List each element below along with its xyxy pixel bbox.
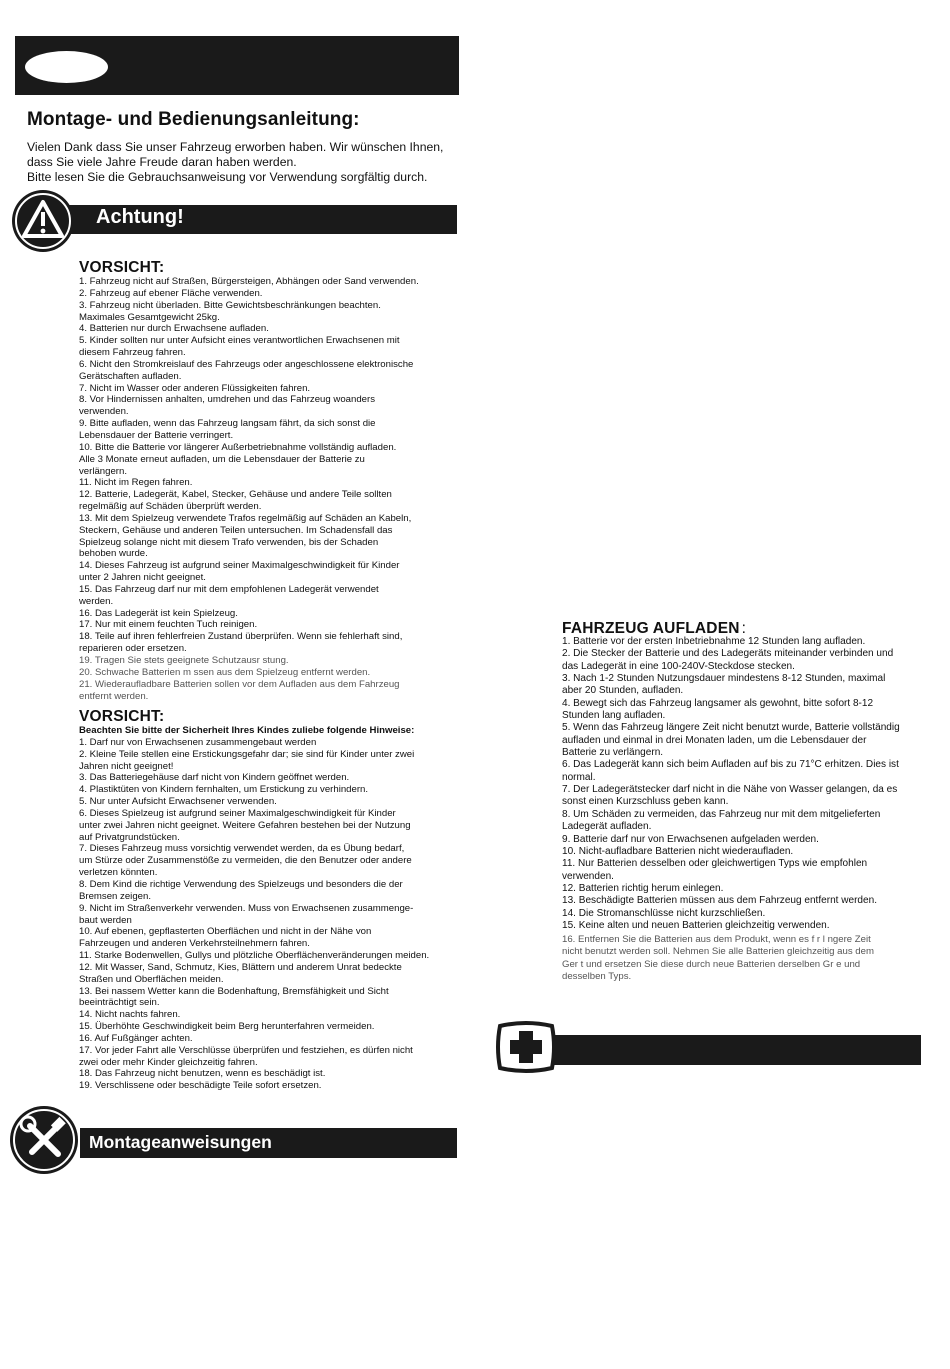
list-item: 1. Batterie vor der ersten Inbetriebnahme 12 Stunden lang aufladen. xyxy=(562,636,866,647)
vorsicht-list-2 xyxy=(79,725,464,1092)
list-item: 18. Das Fahrzeug nicht benutzen, wenn es beschädigt ist. xyxy=(79,1068,326,1080)
warning-icon xyxy=(12,190,74,252)
list-item: 13. Beschädigte Batterien müssen aus dem Fahrzeug entfernt werden. xyxy=(562,895,877,907)
list-item: 11. Starke Bodenwellen, Gullys und plötzliche Oberflächenveränderungen meiden. xyxy=(79,950,430,962)
list-item: 9. Nicht im Straßenverkehr verwenden. Muss von Erwachsenen zusammenge- baut werden xyxy=(79,902,414,926)
vorsicht-subtitle: Beachten Sie bitte der Sicherheit Ihres Kindes zuliebe folgende Hinweise: xyxy=(79,725,415,736)
aufladen-title: FAHRZEUG AUFLADEN xyxy=(562,620,740,637)
list-item: 7. Dieses Fahrzeug muss vorsichtig verwendet werden, da es Übung bedarf, um Stürze oder Zusammenstöße zu vermeiden, die den Benutzer oder andere verletzen könnten. xyxy=(79,843,412,879)
vorsicht-list xyxy=(79,276,464,702)
aufladen-list xyxy=(562,636,932,983)
intro-text xyxy=(27,140,467,185)
list-item: 20. Schwache Batterien m ssen aus dem Spielzeug entfernt werden. xyxy=(79,666,371,678)
list-item: 15. Überhöhte Geschwindigkeit beim Berg herunterfahren vermeiden. xyxy=(79,1021,375,1033)
list-item: 6. Dieses Spielzeug ist aufgrund seiner Maximalgeschwindigkeit für Kinder unter zwei Jahren nicht geeignet. Weitere Gefahren bestehen bei der Nutzung auf Privatgrundstücken. xyxy=(79,807,411,843)
list-item: 5. Wenn das Fahrzeug längere Zeit nicht benutzt wurde, Batterie vollständig aufladen und einmal in drei Monaten laden, um die Lebensdauer der Batterie zu verlängern. xyxy=(562,722,900,759)
intro-line: Vielen Dank dass Sie unser Fahrzeug erworben haben. Wir wünschen Ihnen, xyxy=(27,140,444,154)
list-item: 4. Batterien nur durch Erwachsene aufladen. xyxy=(79,323,269,335)
list-item: 3. Fahrzeug nicht überladen. Bitte Gewichtsbeschränkungen beachten. Maximales Gesamtgewicht 25kg. xyxy=(79,299,381,323)
list-item: 11. Nur Batterien desselben oder gleichwertigen Typs wie empfohlen verwenden. xyxy=(562,858,868,882)
list-item: 10. Auf ebenen, gepflasterten Oberflächen und nicht in der Nähe von Fahrzeugen und anderen Verkehrsteilnehmern fahren. xyxy=(79,926,372,950)
list-item: 21. Wiederaufladbare Batterien sollen vor dem Aufladen aus dem Fahrzeug entfernt werden. xyxy=(79,678,400,702)
list-item: 13. Bei nassem Wetter kann die Bodenhaftung, Bremsfähigkeit und Sicht beeinträchtigt sein. xyxy=(79,985,389,1009)
list-item: 1. Darf nur von Erwachsenen zusammengebaut werden xyxy=(79,736,317,748)
list-item: 4. Bewegt sich das Fahrzeug langsamer als gewohnt, bitte sofort 8-12 Stunden lang aufladen. xyxy=(562,697,874,722)
page-title: Montage- und Bedienungsanleitung: xyxy=(27,109,360,130)
list-item: 6. Nicht den Stromkreislauf des Fahrzeugs oder angeschlossene elektronische Gerätschaften aufladen. xyxy=(79,358,414,382)
vorsicht-title-2: VORSICHT: xyxy=(79,708,165,725)
list-item: 8. Dem Kind die richtige Verwendung des Spielzeugs und besonders die der Bremsen zeigen. xyxy=(79,878,403,902)
list-item: 12. Batterie, Ladegerät, Kabel, Stecker, Gehäuse und andere Teile sollten regelmäßig auf Schäden überprüft werden. xyxy=(79,489,392,513)
list-item: 10. Nicht-aufladbare Batterien nicht wiederaufladen. xyxy=(562,845,794,857)
list-item: 9. Bitte aufladen, wenn das Fahrzeug langsam fährt, da sich sonst die Lebensdauer der Batterie verringert. xyxy=(79,418,376,441)
list-item: 15. Das Fahrzeug darf nur mit dem empfohlenen Ladegerät verwendet werden. xyxy=(79,583,379,607)
list-item: 18. Teile auf ihren fehlerfreien Zustand überprüfen. Wenn sie fehlerhaft sind, reparieren oder ersetzen. xyxy=(79,631,403,655)
aufladen-colon: : xyxy=(741,620,747,637)
intro-line: Bitte lesen Sie die Gebrauchsanweisung vor Verwendung sorgfältig durch. xyxy=(27,170,428,184)
list-item: 2. Die Stecker der Batterie und des Ladegeräts miteinander verbinden und das Ladegerät in eine 100-240V-Steckdose stecken. xyxy=(562,648,894,672)
list-item: 4. Plastiktüten von Kindern fernhalten, um Erstickung zu verhindern. xyxy=(79,784,369,796)
list-item: 2. Fahrzeug auf ebener Fläche verwenden. xyxy=(79,287,263,299)
list-item: 8. Vor Hindernissen anhalten, umdrehen und das Fahrzeug woanders verwenden. xyxy=(79,394,375,418)
list-item: 12. Batterien richtig herum einlegen. xyxy=(562,882,724,894)
first-aid-bar xyxy=(553,1035,921,1065)
list-item: 1. Fahrzeug nicht auf Straßen, Bürgersteigen, Abhängen oder Sand verwenden. xyxy=(79,276,419,287)
first-aid-icon xyxy=(494,1018,558,1076)
tools-icon xyxy=(10,1106,78,1174)
list-item: 16. Das Ladegerät ist kein Spielzeug. xyxy=(79,607,238,619)
achtung-label: Achtung! xyxy=(96,206,184,228)
list-item: 15. Keine alten und neuen Batterien gleichzeitig verwenden. xyxy=(562,919,830,931)
list-item: 7. Nicht im Wasser oder anderen Flüssigkeiten fahren. xyxy=(79,382,311,394)
list-item: 7. Der Ladegerätstecker darf nicht in die Nähe von Wasser gelangen, da es sonst einen Kurzschluss geben kann. xyxy=(562,784,898,808)
list-item: 17. Vor jeder Fahrt alle Verschlüsse überprüfen und festziehen, es dürfen nicht zwei oder mehr Kinder gleichzeitig fahren. xyxy=(79,1044,413,1068)
list-item: 14. Nicht nachts fahren. xyxy=(79,1009,181,1021)
list-item: 3. Das Batteriegehäuse darf nicht von Kindern geöffnet werden. xyxy=(79,772,350,784)
list-item: 16. Entfernen Sie die Batterien aus dem Produkt, wenn es f r l ngere Zeit nicht benutzt werden soll. Nehmen Sie alle Batterien gleichzeitig aus dem Ger t und ersetzen Sie diese durch neue Batterien derselben Gr e und desselben Typs. xyxy=(562,934,874,982)
list-item: 14. Dieses Fahrzeug ist aufgrund seiner Maximalgeschwindigkeit für Kinder unter 2 Jahren nicht geeignet. xyxy=(79,560,400,584)
list-item: 11. Nicht im Regen fahren. xyxy=(79,477,193,489)
list-item: 6. Das Ladegerät kann sich beim Aufladen auf bis zu 71°C erhitzen. Dies ist normal. xyxy=(562,759,899,783)
montage-label: Montageanweisungen xyxy=(89,1132,272,1152)
intro-line: dass Sie viele Jahre Freude daran haben werden. xyxy=(27,155,297,169)
list-item: 19. Tragen Sie stets geeignete Schutzausr stung. xyxy=(79,655,289,666)
vorsicht-title: VORSICHT: xyxy=(79,259,165,276)
list-item: 19. Verschlissene oder beschädigte Teile sofort ersetzen. xyxy=(79,1080,322,1092)
list-item: 2. Kleine Teile stellen eine Erstickungsgefahr dar; sie sind für Kinder unter zwei Jahren nicht geeignet! xyxy=(79,748,415,772)
list-item: 10. Bitte die Batterie vor längerer Außerbetriebnahme vollständig aufladen. Alle 3 Monate erneut aufladen, um die Lebensdauer der Batterie zu verlängern. xyxy=(79,441,397,477)
list-item: 12. Mit Wasser, Sand, Schmutz, Kies, Blättern und anderem Unrat bedeckte Straßen und Oberflächen meiden. xyxy=(79,961,402,985)
list-item: 3. Nach 1-2 Stunden Nutzungsdauer mindestens 8-12 Stunden, maximal aber 20 Stunden, aufladen. xyxy=(562,673,886,697)
list-item: 17. Nur mit einem feuchten Tuch reinigen. xyxy=(79,619,258,631)
list-item: 8. Um Schäden zu vermeiden, das Fahrzeug nur mit dem mitgelieferten Ladegerät aufladen. xyxy=(562,808,881,833)
list-item: 13. Mit dem Spielzeug verwendete Trafos regelmäßig auf Schäden an Kabeln, Steckern, Gehäuse und anderen Teilen untersuchen. Im Schadensfall das Spielzeug solange nicht mit diesem Trafo verwenden, bis der Schaden behoben wurde. xyxy=(79,512,412,560)
header-logo-oval xyxy=(25,51,108,83)
list-item: 5. Nur unter Aufsicht Erwachsener verwenden. xyxy=(79,796,277,808)
list-item: 16. Auf Fußgänger achten. xyxy=(79,1032,193,1044)
list-item: 9. Batterie darf nur von Erwachsenen aufgeladen werden. xyxy=(562,833,819,845)
list-item: 5. Kinder sollten nur unter Aufsicht eines verantwortlichen Erwachsenen mit diesem Fahrzeug fahren. xyxy=(79,335,400,359)
list-item: 14. Die Stromanschlüsse nicht kurzschließen. xyxy=(562,907,766,919)
